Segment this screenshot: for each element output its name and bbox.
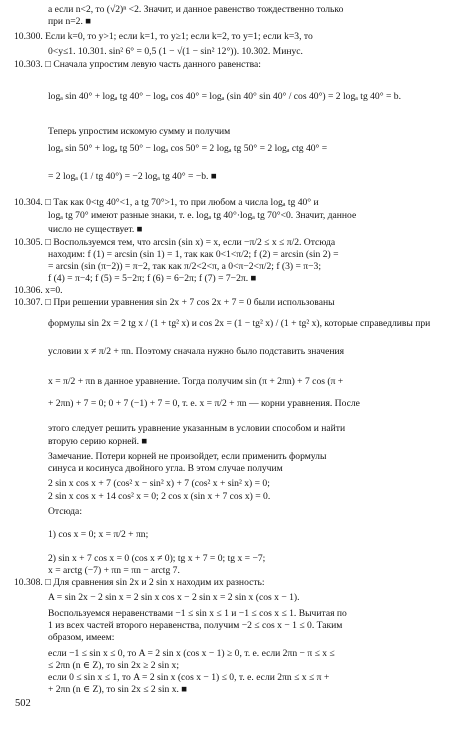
text-line: 10.306. x=0. [14, 285, 63, 296]
text-line: 1 из всех частей второго неравенства, получим −2 ≤ cos x − 1 ≤ 0. Таким [48, 620, 343, 631]
text-line: Теперь упростим искомую сумму и получим [48, 126, 231, 137]
text-line: этого следует решить уравнение указанным в условии способом и найти [48, 423, 346, 434]
text-line: 0<y≤1. 10.301. sin² 6° = 0,5 (1 − √(1 − sin² 12°)). 10.302. Минус. [48, 46, 303, 57]
text-line: f (4) = π−4; f (5) = 5−2π; f (6) = 6−2π; f (7) = 7−2π. ■ [48, 273, 257, 284]
text-line: при n=2. ■ [48, 16, 92, 27]
page-number: 502 [15, 698, 31, 709]
text-line: 10.305. □ Воспользуемся тем, что arcsin (sin x) = x, если −π/2 ≤ x ≤ π/2. Отсюда [14, 237, 336, 248]
text-line: ≤ 2πn (n ∈ Z), то sin 2x ≥ 2 sin x; [48, 660, 180, 671]
formula-line: logₐ sin 50° + logₐ tg 50° − logₐ cos 50° = 2 logₐ tg 50° = 2 logₐ ctg 40° = [48, 143, 328, 154]
formula-line: 2 sin x cos x + 14 cos² x = 0; 2 cos x (sin x + 7 cos x) = 0. [48, 491, 271, 502]
formula-line: = 2 logₐ (1 / tg 40°) = −2 logₐ tg 40° = −b. ■ [48, 171, 217, 182]
text-line: Воспользуемся неравенствами −1 ≤ sin x ≤ 1 и −1 ≤ cos x ≤ 1. Вычитая по [48, 608, 347, 619]
text-line: а если n<2, то (√2)ⁿ <2. Значит, и данное равенство тождественно только [48, 4, 344, 15]
text-line: Замечание. Потери корней не произойдет, если применить формулы [48, 451, 327, 462]
text-line: если −1 ≤ sin x ≤ 0, то A = 2 sin x (cos x − 1) ≥ 0, т. е. если 2πn − π ≤ x ≤ [48, 648, 335, 659]
text-line: Отсюда: [48, 506, 82, 517]
formula-line: 2) sin x + 7 cos x = 0 (cos x ≠ 0); tg x + 7 = 0; tg x = −7; [48, 553, 266, 564]
text-line: 10.307. □ При решении уравнения sin 2x + 7 cos 2x + 7 = 0 были использованы [14, 297, 335, 308]
text-line: 10.304. □ Так как 0<tg 40°<1, а tg 70°>1, то при любом a числа logₐ tg 40° и [14, 197, 319, 208]
text-line: 10.308. □ Для сравнения sin 2x и 2 sin x находим их разность: [14, 577, 265, 588]
text-line: = arcsin (sin (π−2)) = π−2, так как π/2<2<π, а 0<π−2<π/2; f (3) = π−3; [48, 261, 322, 272]
formula-line: 1) cos x = 0; x = π/2 + πn; [48, 529, 149, 540]
text-line: + 2πn (n ∈ Z), то sin 2x ≤ 2 sin x. ■ [48, 684, 188, 695]
text-line: 10.303. □ Сначала упростим левую часть данного равенства: [14, 59, 261, 70]
text-line: образом, имеем: [48, 632, 115, 643]
formula-line: 2 sin x cos x + 7 (cos² x − sin² x) + 7 (cos² x + sin² x) = 0; [48, 478, 270, 489]
text-line: синуса и косинуса двойного угла. В этом случае получим [48, 463, 283, 474]
formula-line: x = arctg (−7) + πn = πn − arctg 7. [48, 565, 180, 576]
text-line: если 0 ≤ sin x ≤ 1, то A = 2 sin x (cos x − 1) ≤ 0, т. е. если 2πn ≤ x ≤ π + [48, 672, 330, 683]
formula-line: logₐ sin 40° + logₐ tg 40° − logₐ cos 40° = logₐ (sin 40° sin 40° / cos 40°) = 2 logₐ tg 40° = b. [48, 91, 401, 102]
text-line: logₐ tg 70° имеют разные знаки, т. е. logₐ tg 40°·logₐ tg 70°<0. Значит, данное [48, 210, 357, 221]
text-line: находим: f (1) = arcsin (sin 1) = 1, так как 0<1<π/2; f (2) = arcsin (sin 2) = [48, 249, 339, 260]
text-line: число не существует. ■ [48, 224, 143, 235]
formula-line: формулы sin 2x = 2 tg x / (1 + tg² x) и cos 2x = (1 − tg² x) / (1 + tg² x), которые справедливы при [48, 318, 431, 329]
formula-line: A = sin 2x − 2 sin x = 2 sin x cos x − 2 sin x = 2 sin x (cos x − 1). [48, 592, 300, 603]
text-line: + 2πn) + 7 = 0; 0 + 7 (−1) + 7 = 0, т. е. x = π/2 + πn — корни уравнения. После [48, 398, 360, 409]
text-line: 10.300. Если k=0, то y>1; если k=1, то y≥1; если k=2, то y=1; если k=3, то [14, 31, 313, 42]
text-line: x = π/2 + πn в данное уравнение. Тогда получим sin (π + 2πn) + 7 cos (π + [48, 376, 344, 387]
text-line: вторую серию корней. ■ [48, 436, 148, 447]
text-line: условии x ≠ π/2 + πn. Поэтому сначала нужно было подставить значения [48, 346, 345, 357]
